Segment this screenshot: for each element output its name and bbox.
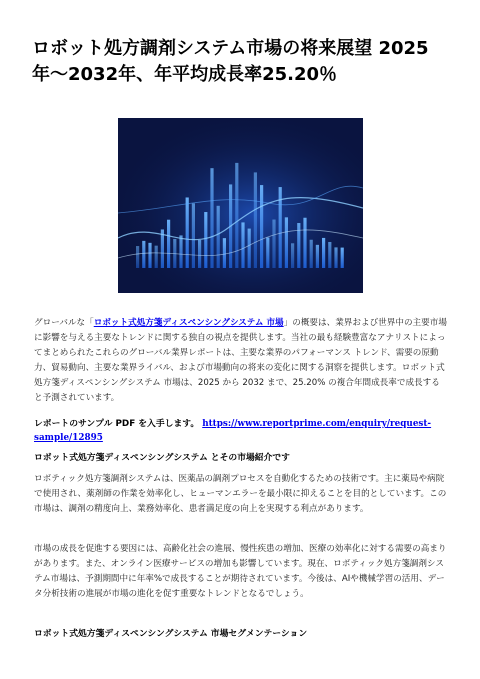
- decorative-bar: [341, 248, 344, 268]
- decorative-bar: [155, 246, 158, 268]
- decorative-bar: [272, 220, 275, 268]
- section-heading-segmentation: ロボット式処方箋ディスペンシングシステム 市場セグメンテーション: [34, 629, 308, 639]
- decorative-bar: [328, 242, 331, 268]
- paragraph-growth: 市場の成長を促進する要因には、高齢化社会の進展、慢性疾患の増加、医療の効率化に対する需要の高まりがあります。また、オンライン医療サービスの増加も影響しています。現在、ロボティック処方箋調剤システム市場は、予測期間中に年率%で成長することが期待されています。今後は、AIや機械学習の活用、データ分析技術の進展が市場の進化を促す重要なトレンドとなるでしょう。: [34, 544, 447, 599]
- decorative-bar: [334, 247, 337, 268]
- sample-request: [34, 417, 448, 445]
- decorative-bar: [198, 240, 201, 268]
- decorative-bar: [266, 238, 269, 268]
- decorative-bar: [291, 243, 294, 268]
- decorative-bar: [223, 238, 226, 268]
- decorative-bar: [148, 243, 151, 268]
- intro-text-after: 」の概要は、業界および世界中の主要市場に影響を与える主要なトレンドに関する独自の視点を提供します。当社の最も経験豊富なアナリストによってまとめられたこれらのグローバル業界レポートは、主要な業界のパフォーマンス トレンド、需要の原動力、貿易動向、主要な業界ライバル、および市場動向の将来の変化に関する洞察を提供します。ロボット式処方箋ディスペンシングシステム 市場は、2025 から 2032 まで、25.20% の複合年間成長率で成長すると予測されています。: [34, 318, 447, 403]
- decorative-bar: [285, 217, 288, 268]
- decorative-bar: [179, 235, 182, 268]
- page-title: ロボット処方調剤システム市場の将来展望 2025年〜2032年、年平均成長率25.20％: [32, 38, 429, 85]
- decorative-bar: [241, 222, 244, 268]
- decorative-bar: [322, 238, 325, 268]
- decorative-bar: [248, 229, 251, 268]
- intro-text-before: グローバルな「: [34, 318, 94, 328]
- decorative-bar: [142, 241, 145, 268]
- decorative-bar: [316, 245, 319, 268]
- intro-paragraph: [34, 316, 448, 406]
- decorative-bar: [310, 240, 313, 268]
- decorative-bar: [136, 246, 139, 268]
- decorative-bar: [217, 206, 220, 268]
- decorative-bar: [254, 172, 257, 268]
- decorative-bar: [204, 212, 207, 268]
- decorative-bar: [210, 168, 213, 268]
- decorative-bar: [186, 197, 189, 268]
- paragraph-description: ロボティック処方箋調剤システムは、医薬品の調剤プロセスを自動化するための技術です。主に薬局や病院で使用され、薬剤師の作業を効率化し、ヒューマンエラーを最小限に抑えることを目的としています。この市場は、調剤の精度向上、業務効率化、患者満足度の向上を実現する利点があります。: [34, 474, 447, 514]
- sample-label: レポートのサンプル PDF を入手します。: [34, 419, 200, 429]
- hero-image: [118, 118, 363, 293]
- decorative-bar: [167, 220, 170, 268]
- decorative-bar: [303, 218, 306, 268]
- decorative-bar: [235, 163, 238, 268]
- market-link[interactable]: ロボット式処方箋ディスペンシングシステム 市場: [93, 318, 284, 328]
- financial-chart-graphic: [118, 118, 363, 293]
- decorative-bar: [260, 185, 263, 268]
- section-heading-intro: ロボット式処方箋ディスペンシングシステム とその市場紹介です: [34, 453, 290, 463]
- decorative-bar: [192, 203, 195, 268]
- sample-link[interactable]: https://www.reportprime.com/enquiry/request-sample/12895: [34, 419, 432, 443]
